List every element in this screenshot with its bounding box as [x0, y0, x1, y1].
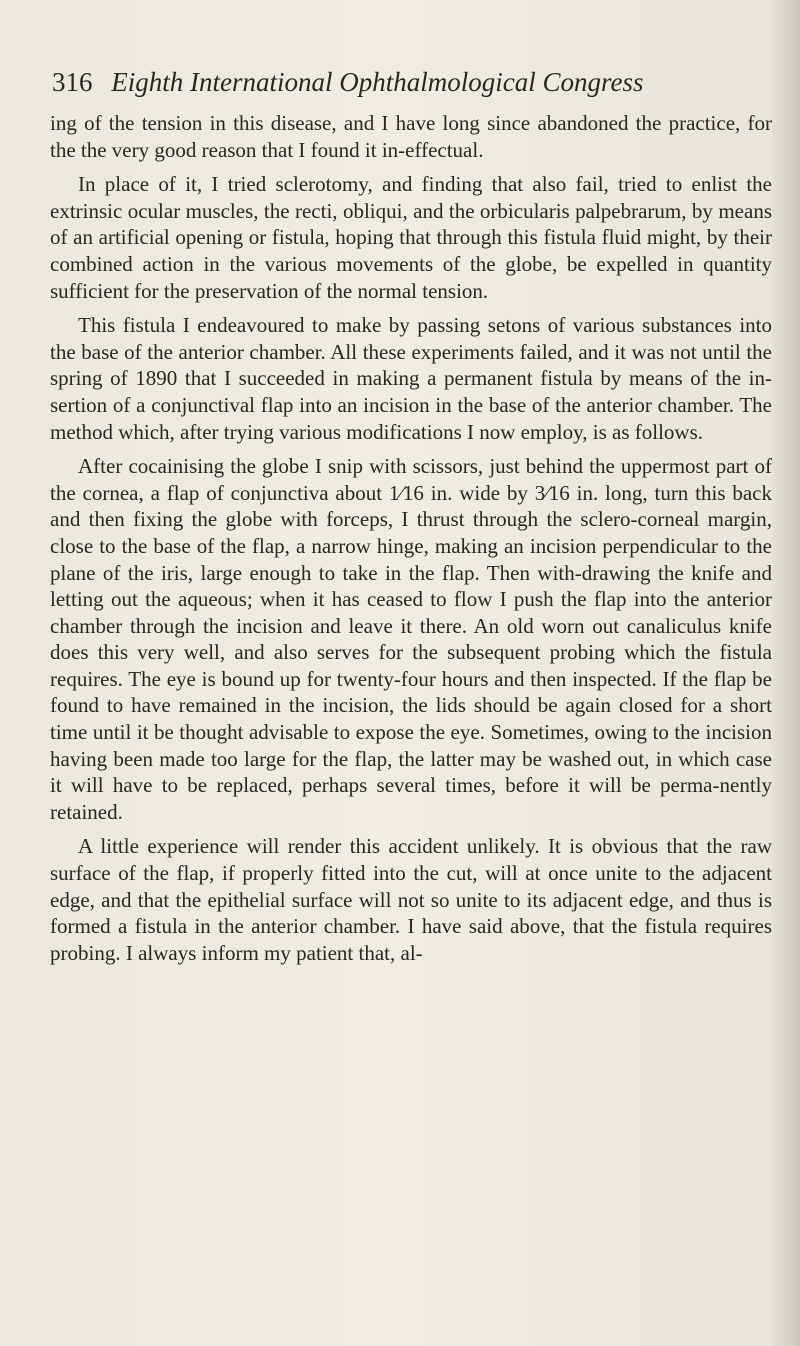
running-header	[52, 66, 752, 98]
paragraph-1: ing of the tension in this disease, and I have long since abandoned the practice, for the the very good reason that I found it in-effectual.	[50, 111, 772, 162]
body-text	[50, 110, 772, 974]
paragraph-2: In place of it, I tried sclerotomy, and finding that also fail, tried to enlist the extrinsic ocular muscles, the recti, obliqui, and the orbicularis palpebrarum, by means of an artificial opening or fistula, hoping that through this fistula fluid might, by their combined action in the various movements of the globe, be expelled in quantity sufficient for the preservation of the normal tension.	[50, 172, 772, 303]
page-number: 316	[52, 67, 93, 97]
paragraph-3: This fistula I endeavoured to make by passing setons of various substances into the base of the anterior chamber. All these experiments failed, and it was not until the spring of 1890 that I succeeded in making a permanent fistula by means of the in-sertion of a conjunctival flap into an incision in the base of the anterior chamber. The method which, after trying various modifications I now employ, is as follows.	[50, 313, 772, 444]
paragraph-4: After cocainising the globe I snip with scissors, just behind the uppermost part of the cornea, a flap of conjunctiva about 1⁄16 in. wide by 3⁄16 in. long, turn this back and then fixing the globe with forceps, I thrust through the sclero-corneal margin, close to the base of the flap, a narrow hinge, making an incision perpendicular to the plane of the iris, large enough to take in the flap. Then with-drawing the knife and letting out the aqueous; when it has ceased to flow I push the flap into the anterior chamber through the incision and leave it there. An old worn out canaliculus knife does this very well, and also serves for the subsequent probing which the fistula requires. The eye is bound up for twenty-four hours and then inspected. If the flap be found to have remained in the incision, the lids should be again closed for a short time until it be thought advisable to expose the eye. Sometimes, owing to the incision having been made too large for the flap, the latter may be washed out, in which case it will have to be replaced, perhaps several times, before it will be perma-nently retained.	[50, 454, 772, 824]
page-gutter-shadow	[772, 0, 800, 1346]
running-title: Eighth International Ophthalmological Congress	[111, 67, 644, 97]
paragraph-5: A little experience will render this accident unlikely. It is obvious that the raw surface of the flap, if properly fitted into the cut, will at once unite to the adjacent edge, and that the epithelial surface will not so unite to its adjacent edge, and thus is formed a fistula in the anterior chamber. I have said above, that the fistula requires probing. I always inform my patient that, al-	[50, 834, 772, 965]
